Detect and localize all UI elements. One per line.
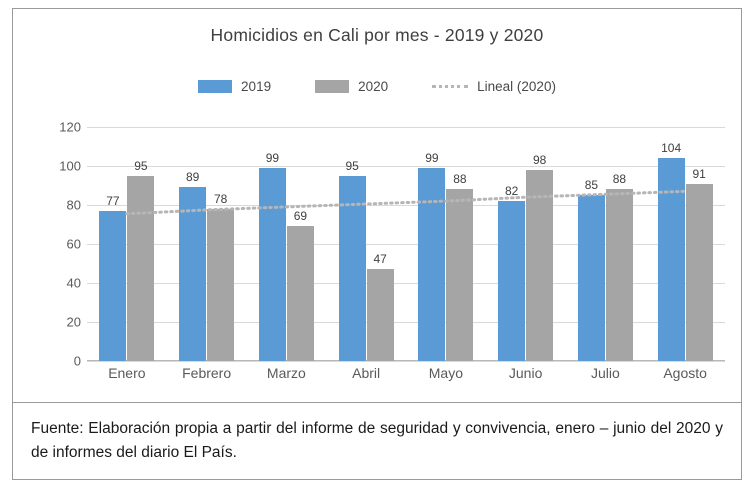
y-axis	[29, 119, 81, 369]
bar-value-label: 88	[453, 172, 467, 187]
bar-value-label: 82	[504, 184, 519, 199]
x-axis-tick-label: Enero	[108, 365, 146, 381]
x-axis-tick-label: Junio	[508, 365, 543, 381]
legend-label-trendline: Lineal (2020)	[477, 79, 556, 94]
source-note	[13, 403, 741, 479]
chart-legend	[13, 79, 741, 94]
x-axis-labels	[87, 365, 725, 381]
legend-label-2020: 2020	[358, 79, 389, 94]
bar-value-label: 91	[692, 166, 706, 181]
legend-label-2019: 2019	[241, 79, 272, 94]
y-axis-tick-label: 60	[66, 236, 81, 252]
bar-value-label: 69	[293, 209, 308, 224]
trendline-layer	[87, 127, 725, 361]
bar-value-label: 77	[106, 193, 120, 208]
bar-value-label: 47	[373, 252, 387, 267]
bar-value-label: 98	[532, 152, 547, 167]
bar-value-label: 85	[584, 178, 599, 193]
dotted-line-swatch-icon	[432, 85, 468, 88]
legend-item-2020[interactable]	[315, 79, 388, 94]
x-axis-tick-label: Julio	[590, 365, 620, 381]
y-axis-tick-label: 40	[66, 275, 81, 291]
y-axis-tick-label: 20	[66, 314, 81, 330]
y-axis-tick-label: 80	[66, 197, 81, 213]
bar-swatch-gray-icon	[315, 80, 349, 93]
trendline-2020	[127, 191, 685, 214]
x-axis-tick-label: Febrero	[182, 365, 232, 381]
y-axis-tick-label: 0	[73, 353, 81, 369]
chart-container	[13, 9, 741, 403]
bar-value-label: 89	[185, 170, 200, 185]
bar-value-label: 78	[213, 191, 228, 206]
bar-swatch-blue-icon	[198, 80, 232, 93]
figure-frame	[12, 8, 742, 480]
source-note-text: Fuente: Elaboración propia a partir del informe de seguridad y convivencia, enero – junio del 2020 y de informes del diario El País.	[31, 420, 723, 462]
bar-value-label: 95	[345, 158, 359, 173]
bar-value-label: 99	[265, 150, 280, 165]
bar-value-label: 88	[612, 172, 627, 187]
x-axis-tick-label: Marzo	[266, 365, 306, 381]
y-axis-tick-label: 120	[59, 119, 81, 135]
plot-area	[87, 127, 725, 361]
y-axis-tick-label: 100	[59, 158, 81, 174]
legend-item-trendline[interactable]	[432, 79, 556, 94]
x-axis-tick-label: Agosto	[663, 365, 707, 381]
x-axis-tick-label: Mayo	[428, 365, 463, 381]
x-axis-tick-label: Abril	[352, 365, 381, 381]
gridline	[87, 361, 725, 362]
bar-value-label: 99	[425, 150, 439, 165]
legend-item-2019[interactable]	[198, 79, 271, 94]
bar-value-label: 95	[134, 158, 148, 173]
chart-title: Homicidios en Cali por mes - 2019 y 2020	[210, 25, 544, 45]
bar-value-label: 104	[661, 141, 682, 156]
